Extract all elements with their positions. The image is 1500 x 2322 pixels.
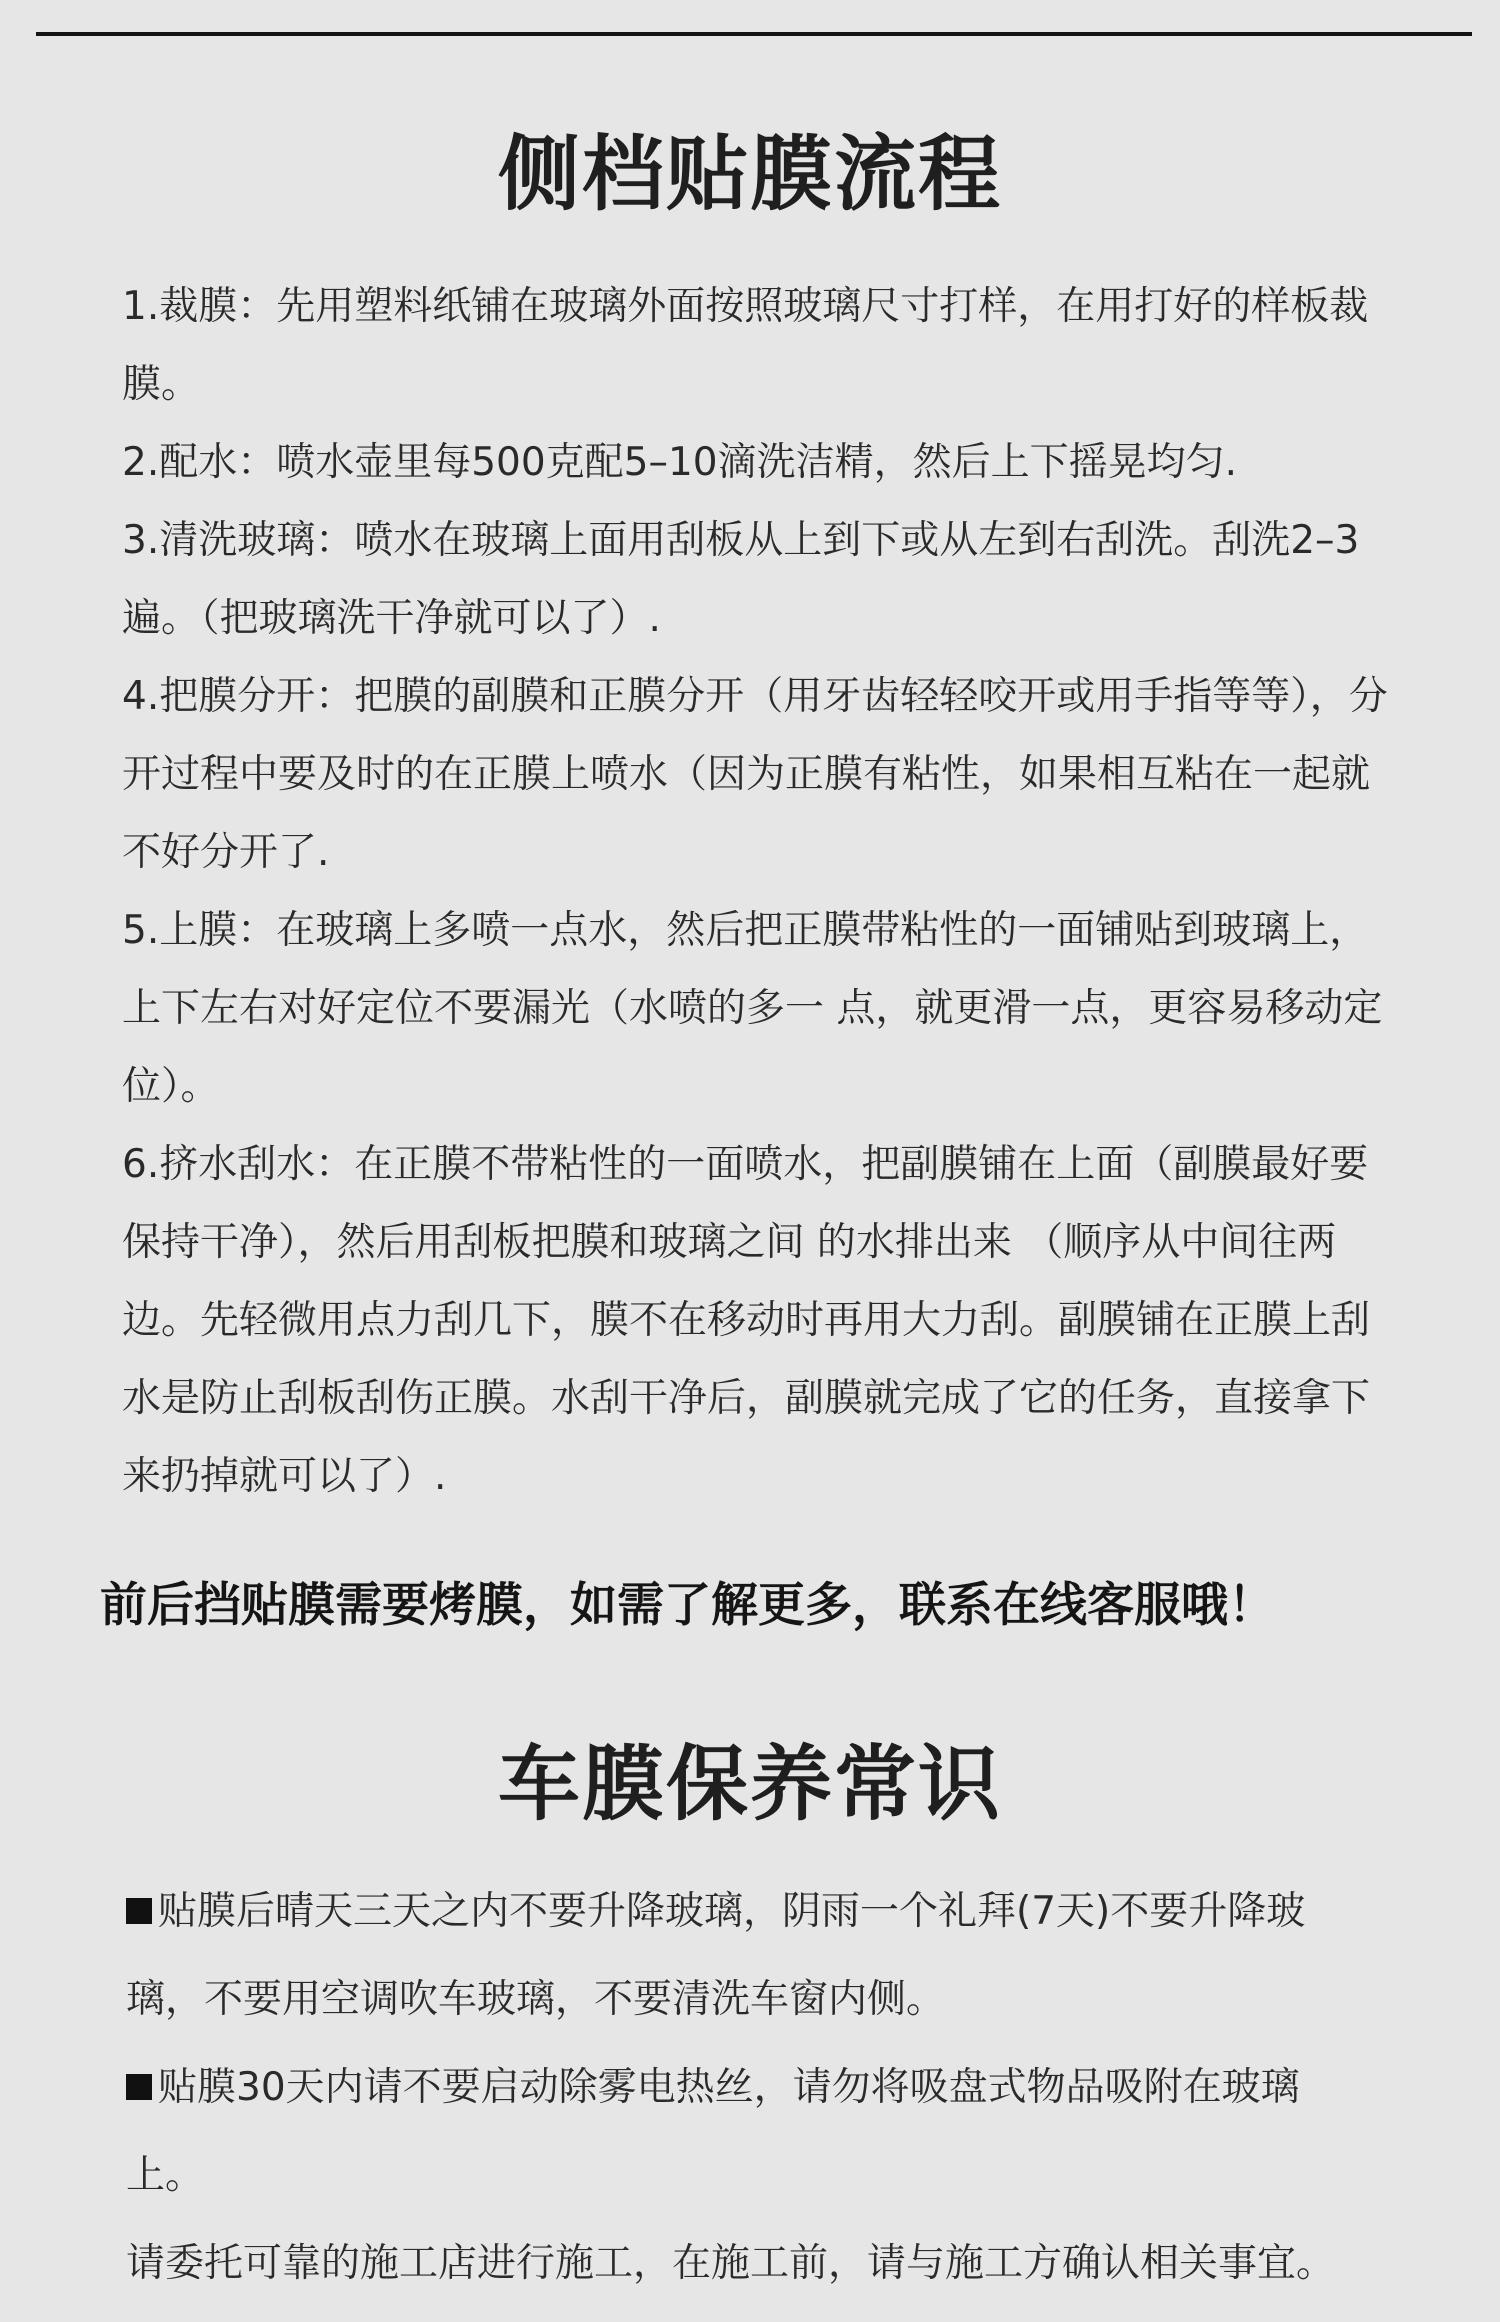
process-step-5: 5.上膜：在玻璃上多喷一点水，然后把正膜带粘性的一面铺贴到玻璃上，上下左右对好定位不要漏光（水喷的多一 点，就更滑一点，更容易移动定位）。: [122, 908, 1383, 1109]
process-step-2: 2.配水：喷水壶里每500克配5–10滴洗洁精，然后上下摇晃均匀.: [122, 440, 1237, 485]
baking-notice: 前后挡贴膜需要烤膜，如需了解更多，联系在线客服哦！: [100, 1578, 1275, 1633]
care-title: 车膜保养常识: [497, 1737, 1002, 1832]
care-item-2: [126, 2044, 1366, 2220]
square-bullet-icon: [126, 2074, 152, 2100]
process-step-3: 3.清洗玻璃：喷水在玻璃上面用刮板从上到下或从左到右刮洗。刮洗2–3遍。（把玻璃洗干净就可以了）.: [122, 518, 1360, 641]
process-step-6: 6.挤水刮水：在正膜不带粘性的一面喷水，把副膜铺在上面（副膜最好要保持干净），然后用刮板把膜和玻璃之间 的水排出来 （顺序从中间往两边。先轻微用点力刮几下，膜不在移动时再用大力刮。副膜铺在正膜上刮水是防止刮板刮伤正膜。水刮干净后，副膜就完成了它的任务，直接拿下来扔掉就可以了）.: [122, 1142, 1371, 1499]
care-note: 请委托可靠的施工店进行施工，在施工前，请与施工方确认相关事宜。: [126, 2241, 1336, 2286]
top-divider: [36, 32, 1472, 36]
process-step-4: 4.把膜分开：把膜的副膜和正膜分开（用牙齿轻轻咬开或用手指等等），分开过程中要及时的在正膜上喷水（因为正膜有粘性，如果相互粘在一起就不好分开了.: [122, 674, 1388, 875]
care-item-1: [126, 1868, 1366, 2044]
process-title: 侧档贴膜流程: [497, 127, 1002, 222]
care-item-text: 贴膜30天内请不要启动除雾电热丝，请勿将吸盘式物品吸附在玻璃上。: [126, 2065, 1300, 2198]
square-bullet-icon: [126, 1898, 152, 1924]
process-step-1: 1.裁膜：先用塑料纸铺在玻璃外面按照玻璃尺寸打样，在用打好的样板裁膜。: [122, 284, 1369, 407]
process-steps-list: [122, 268, 1392, 1516]
care-list: [126, 1868, 1366, 2308]
care-item-text: 贴膜后晴天三天之内不要升降玻璃，阴雨一个礼拜(7天)不要升降玻璃，不要用空调吹车玻璃，不要清洗车窗内侧。: [126, 1889, 1306, 2022]
